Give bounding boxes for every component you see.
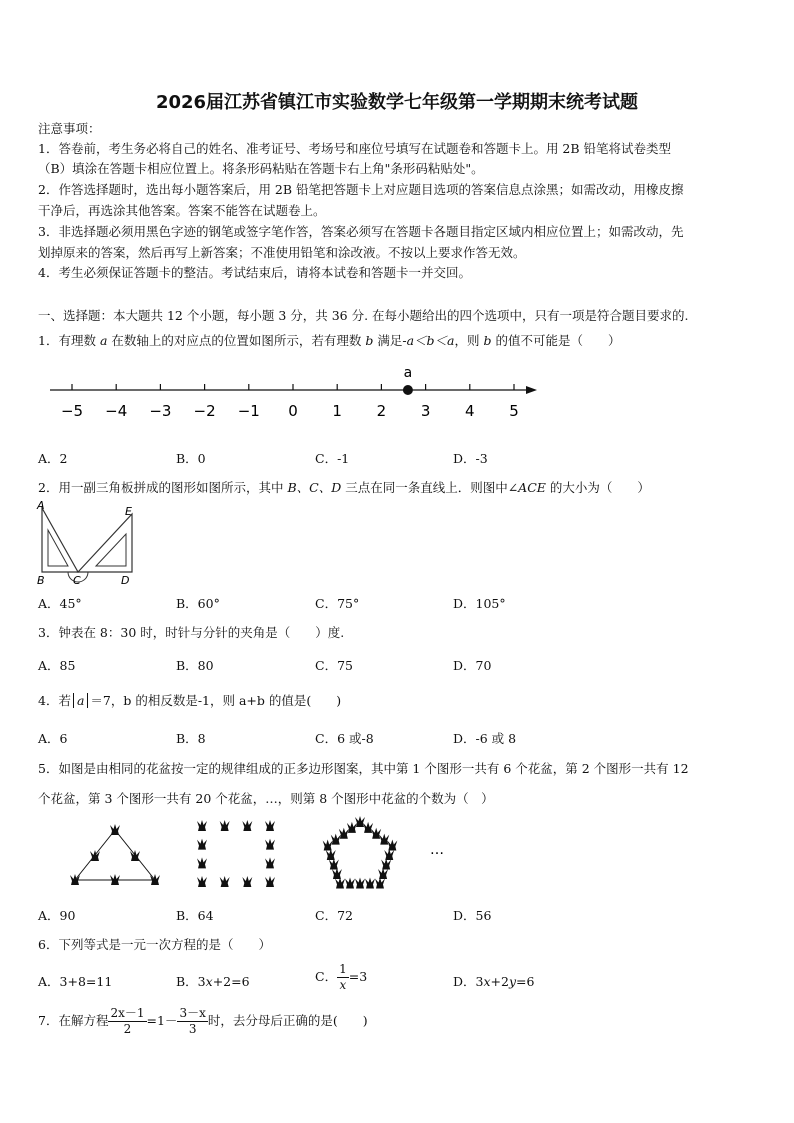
flower-pot-icon <box>110 874 120 885</box>
flower-pot-icon <box>355 816 365 827</box>
flower-pot-icon <box>331 834 341 845</box>
flower-pot-icon <box>332 868 342 879</box>
label-D: D <box>121 574 130 587</box>
question-6-text: 6．下列等式是一元一次方程的是（ ） <box>38 937 271 952</box>
triangle-rulers-figure <box>36 500 146 588</box>
flower-pot-icon <box>265 820 275 831</box>
question-5-line1: 5．如图是由相同的花盆按一定的规律组成的正多边形图案，其中第 1 个图形一共有 6 个花盆，第 2 个图形一共有 12 <box>38 761 689 776</box>
flower-pot-icon <box>363 822 373 833</box>
q6-option-a[interactable]: A．3+8=11 <box>38 974 113 989</box>
q1-option-a[interactable]: A．2 <box>38 451 68 466</box>
flower-pot-icon <box>355 878 365 889</box>
tick-label: 2 <box>376 402 387 420</box>
tick-label: −3 <box>149 402 172 420</box>
flower-pot-icon <box>220 820 230 831</box>
notes-line: （B）填涂在答题卡相应位置上。将条形码粘贴在答题卡右上角"条形码粘贴处"。 <box>38 161 484 176</box>
q6-option-c[interactable]: C． $\frac{1}{x}$ =3 <box>315 962 368 992</box>
notes-line: 4．考生必须保证答题卡的整洁。考试结束后，请将本试卷和答题卡一并交回。 <box>38 265 471 280</box>
tick-label: 4 <box>465 402 475 420</box>
point-a-label: a <box>403 365 413 381</box>
q5-option-c[interactable]: C．72 <box>315 908 353 923</box>
question-4-text: 4．若 a ＝7，b 的相反数是-1，则 a+b 的值是( ) <box>38 693 342 708</box>
q2-option-c[interactable]: C．75° <box>315 596 360 611</box>
q2-option-a[interactable]: A．45° <box>38 596 82 611</box>
flower-pot-icon <box>371 828 381 839</box>
q1-option-c[interactable]: C．-1 <box>315 451 350 466</box>
notes-line: 1．答卷前，考生务必将自己的姓名、准考证号、考场号和座位号填写在试题卷和答题卡上。用 2B 铅笔将试卷类型 <box>38 141 672 156</box>
flower-pot-icon <box>379 834 389 845</box>
label-B: B <box>37 574 45 587</box>
question-1-text: 1．有理数 a 在数轴上的对应点的位置如图所示，若有理数 b 满足-a＜b＜a，则 b 的值不可能是（ ） <box>38 333 621 348</box>
tick-label: 3 <box>420 402 431 420</box>
flower-pot-icon <box>345 878 355 889</box>
ellipsis: … <box>430 842 444 858</box>
q4-option-c[interactable]: C．6 或-8 <box>315 731 374 746</box>
q3-option-a[interactable]: A．85 <box>38 658 76 673</box>
q3-option-c[interactable]: C．75 <box>315 658 353 673</box>
flower-pot-icon <box>329 859 339 870</box>
flower-pot-icon <box>242 876 252 887</box>
question-7-text: 7．在解方程 $\frac{2x-1}{2}$ =1－ $\frac{3-x}{3}$ 时，去分母后正确的是( ) <box>38 1006 368 1036</box>
flower-pot-icon <box>339 828 349 839</box>
flower-pot-icon <box>384 849 394 860</box>
section-heading: 一、选择题：本大题共 12 个小题，每小题 3 分，共 36 分. 在每小题给出的四个选项中，只有一项是符合题目要求的. <box>38 308 689 323</box>
q5-option-b[interactable]: B．64 <box>176 908 214 923</box>
tick-label: 5 <box>509 402 519 420</box>
notes-line: 2．作答选择题时，选出每小题答案后，用 2B 铅笔把答题卡上对应题目选项的答案信息点涂黑；如需改动，用橡皮擦 <box>38 182 684 197</box>
question-5-line2: 个花盆，第 3 个图形一共有 20 个花盆，…，则第 8 个图形中花盆的个数为（ ） <box>38 791 494 806</box>
tick-label: −1 <box>237 402 260 420</box>
q5-option-a[interactable]: A．90 <box>38 908 76 923</box>
flower-pot-icon <box>197 820 207 831</box>
notes-line: 划掉原来的答案，然后再写上新答案；不准使用铅笔和涂改液。不按以上要求作答无效。 <box>38 245 526 260</box>
flower-pot-icon <box>326 849 336 860</box>
flower-pot-icon <box>130 850 140 861</box>
flower-pot-icon <box>265 876 275 887</box>
flower-pot-icon <box>265 839 275 850</box>
page-title: 2026届江苏省镇江市实验数学七年级第一学期期末统考试题 <box>155 92 639 113</box>
q1-option-d[interactable]: D．-3 <box>453 451 488 466</box>
flower-pot-icon <box>265 857 275 868</box>
q4-option-b[interactable]: B．8 <box>176 731 206 746</box>
q2-option-b[interactable]: B．60° <box>176 596 220 611</box>
flower-pot-icon <box>242 820 252 831</box>
notes-heading: 注意事项： <box>38 121 101 136</box>
number-line-figure <box>40 360 550 430</box>
q4-option-d[interactable]: D．-6 或 8 <box>453 731 517 746</box>
flower-pot-icon <box>375 878 385 889</box>
absolute-value: a <box>73 693 88 708</box>
flower-pot-icon <box>197 876 207 887</box>
flower-pot-icon <box>378 868 388 879</box>
flower-pot-icon <box>323 839 333 850</box>
point-a <box>403 385 413 395</box>
axis-arrow-icon <box>526 386 537 394</box>
flower-pot-icon <box>335 878 345 889</box>
q3-option-b[interactable]: B．80 <box>176 658 214 673</box>
q6-option-d[interactable]: D．3x+2y=6 <box>453 974 535 989</box>
q4-option-a[interactable]: A．6 <box>38 731 68 746</box>
flower-pot-patterns <box>60 812 460 897</box>
flower-pot-icon <box>90 850 100 861</box>
flower-pot-icon <box>197 839 207 850</box>
flower-pot-icon <box>220 876 230 887</box>
flower-pot-icon <box>110 824 120 835</box>
tick-label: −2 <box>193 402 216 420</box>
q1-option-b[interactable]: B．0 <box>176 451 206 466</box>
notes-line: 3．非选择题必须用黑色字迹的钢笔或签字笔作答，答案必须写在答题卡各题目指定区域内相应位置上；如需改动，先 <box>38 224 684 239</box>
flower-pot-icon <box>365 878 375 889</box>
q2-option-d[interactable]: D．105° <box>453 596 506 611</box>
q3-option-d[interactable]: D．70 <box>453 658 492 673</box>
flower-pot-icon <box>347 822 357 833</box>
question-3-text: 3．钟表在 8：30 时，时针与分针的夹角是（ ）度. <box>38 625 345 640</box>
q6-option-b[interactable]: B．3x+2=6 <box>176 974 250 989</box>
right-ruler-inner <box>96 534 126 566</box>
label-E: E <box>125 505 132 518</box>
label-C: C <box>73 574 81 587</box>
q5-option-d[interactable]: D．56 <box>453 908 492 923</box>
tick-label: −5 <box>60 402 84 420</box>
notes-line: 干净后，再选涂其他答案。答案不能答在试题卷上。 <box>38 203 326 218</box>
label-A: A <box>37 500 45 512</box>
left-triangle-ruler <box>42 508 78 572</box>
right-triangle-ruler <box>78 514 132 572</box>
flower-pot-icon <box>387 839 397 850</box>
question-2-text: 2．用一副三角板拼成的图形如图所示，其中 B、C、D 三点在同一条直线上．则图中∠ACE 的大小为（ ） <box>38 480 650 495</box>
flower-pot-icon <box>381 859 391 870</box>
flower-pot-icon <box>197 857 207 868</box>
tick-label: 0 <box>288 402 298 420</box>
tick-label: −4 <box>105 402 128 420</box>
tick-label: 1 <box>332 402 342 420</box>
